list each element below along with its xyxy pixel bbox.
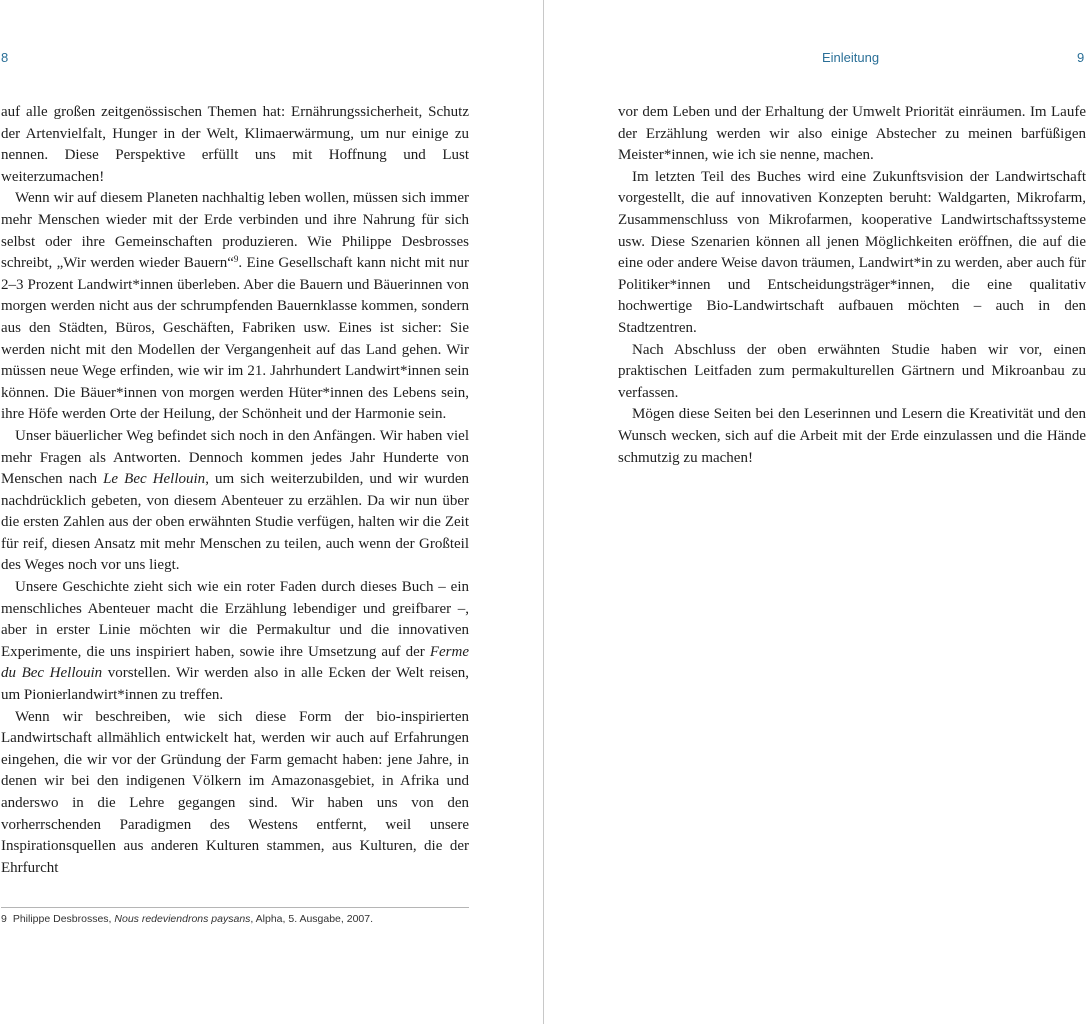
footnote-number: 9 <box>1 913 7 925</box>
paragraph-text: Wenn wir auf diesem Planeten nachhaltig leben wollen, müssen sich immer mehr Menschen wieder mit der Erde verbinden und ihre Nahrung für sich selbst oder ihre Gemeinschaften produzieren. Wie Philippe Desbrosses schreibt, „Wir werden wieder Bauern“ <box>1 190 469 272</box>
running-head-section-title: Einleitung <box>822 50 880 65</box>
gutter-divider <box>543 0 544 1024</box>
page-number-right: 9 <box>1077 50 1085 65</box>
paragraph <box>1 426 469 577</box>
paragraph: vor dem Leben und der Erhaltung der Umwelt Priorität einräumen. Im Laufe der Erzählung werden wir also einige Abstecher zu meinen barfüßigen Meister*innen, wie ich sie nenne, machen. <box>618 104 1086 164</box>
paragraph: Wenn wir beschreiben, wie sich diese Form der bio-inspirierten Landwirtschaft allmählich entwickelt hat, werden wir auch auf Erfahrungen eingehen, die wir vor der Gründung der Farm gemacht haben: jene Jahre, in denen wir bei den indigenen Völkern im Amazonasgebiet, in Afrika und anderswo in die Lehre gegangen sind. Wir haben uns von den vorherrschenden Paradigmen des Westens entfernt, weil unsere Inspirationsquellen aus anderen Kulturen stammen, aus Kulturen, die der Ehrfurcht <box>1 708 469 876</box>
paragraph <box>1 577 469 707</box>
footnote <box>1 912 469 926</box>
paragraph: Mögen diese Seiten bei den Leserinnen und Lesern die Kreativität und den Wunsch wecken, sich auf die Arbeit mit der Erde einzulassen und die Hände schmutzig zu machen! <box>618 406 1086 466</box>
italic-farm-name: Ferme du Bec Hellouin <box>1 643 469 682</box>
left-page <box>0 0 543 1024</box>
paragraph-text: . Eine Gesellschaft kann nicht mit nur 2–3 Prozent Landwirt*innen überleben. Aber die Bauern und Bäuerinnen von morgen werden nicht aus der schrumpfenden Bauernklasse kommen, sondern aus den Städten, Büros, Geschäften, Fabriken usw. Eines ist sicher: Sie werden nicht mit den Modellen der Vergangenheit auf das Land gehen. Wir müssen neue Wege erfinden, wie wir im 21. Jahrhundert Landwirt*innen sein können. Die Bäuer*innen von morgen werden Hüter*innen des Lebens sein, ihre Höfe werden Orte der Heilung, der Schönheit und der Harmonie sein. <box>1 255 469 423</box>
paragraph-text: Unser bäuerlicher Weg befindet sich noch in den Anfängen. Wir haben viel mehr Fragen als Antworten. Dennoch kommen jedes Jahr Hunderte von Menschen nach <box>1 427 469 488</box>
paragraph: Nach Abschluss der oben erwähnten Studie haben wir vor, einen praktischen Leitfaden zum permakulturellen Gärtnern und Mikroanbau zu verfassen. <box>618 341 1086 401</box>
footnote-book-title: Nous redeviendrons paysans <box>114 913 251 925</box>
page-number-left: 8 <box>1 50 9 65</box>
footnote-details: , Alpha, 5. Ausgabe, 2007. <box>250 913 374 925</box>
paragraph: auf alle großen zeitgenössischen Themen hat: Ernährungssicherheit, Schutz der Artenvielfalt, Hunger in der Welt, Klimaerwärmung, um nur einige zu nennen. Diese Perspektive erfüllt uns mit Hoffnung und Lust weiterzumachen! <box>1 104 469 185</box>
right-page <box>545 0 1090 1024</box>
right-text-column <box>618 102 1086 469</box>
footnote-reference[interactable]: 9 <box>233 254 239 265</box>
paragraph: Im letzten Teil des Buches wird eine Zukunftsvision der Landwirtschaft vorgestellt, die auf innovativen Konzepten beruht: Waldgarten, Mikrofarm, Zusammenschluss von Mikrofarmen, kooperative Landwirtschaftssysteme usw. Diese Szenarien können all jenen Möglichkeiten eröffnen, die auf die eine oder andere Weise davon träumen, Landwirt*in zu werden, aber auch für Politiker*innen und Entscheidungsträger*innen, die eine qualitativ hochwertige Bio-Landwirtschaft aufbauen möchten – auch in den Stadtzentren. <box>618 168 1086 336</box>
paragraph-text: vorstellen. Wir werden also in alle Ecken der Welt reisen, um Pionierlandwirt*innen zu treffen. <box>1 665 469 704</box>
left-text-column <box>1 102 469 879</box>
italic-place-name: Le Bec Hellouin <box>103 471 206 488</box>
footnote-rule <box>1 907 469 908</box>
footnote-author: Philippe Desbrosses, <box>12 913 115 925</box>
paragraph <box>1 188 469 426</box>
paragraph-text: , um sich weiterzubilden, und wir wurden nachdrücklich gebeten, von diesem Abenteuer zu erzählen. Da wir nun über die ersten Zahlen aus der oben erwähnten Studie verfügen, halten wir die Zeit für reif, diesen Ansatz mit mehr Menschen zu teilen, auch wenn der Großteil des Weges noch vor uns liegt. <box>1 471 469 574</box>
paragraph-text: Unsere Geschichte zieht sich wie ein roter Faden durch dieses Buch – ein menschliches Abenteuer macht die Erzählung lebendiger und greifbarer –, aber in erster Linie möchten wir die Permakultur und die innovativen Experimente, die uns inspiriert haben, sowie ihre Umsetzung auf der <box>1 579 469 660</box>
